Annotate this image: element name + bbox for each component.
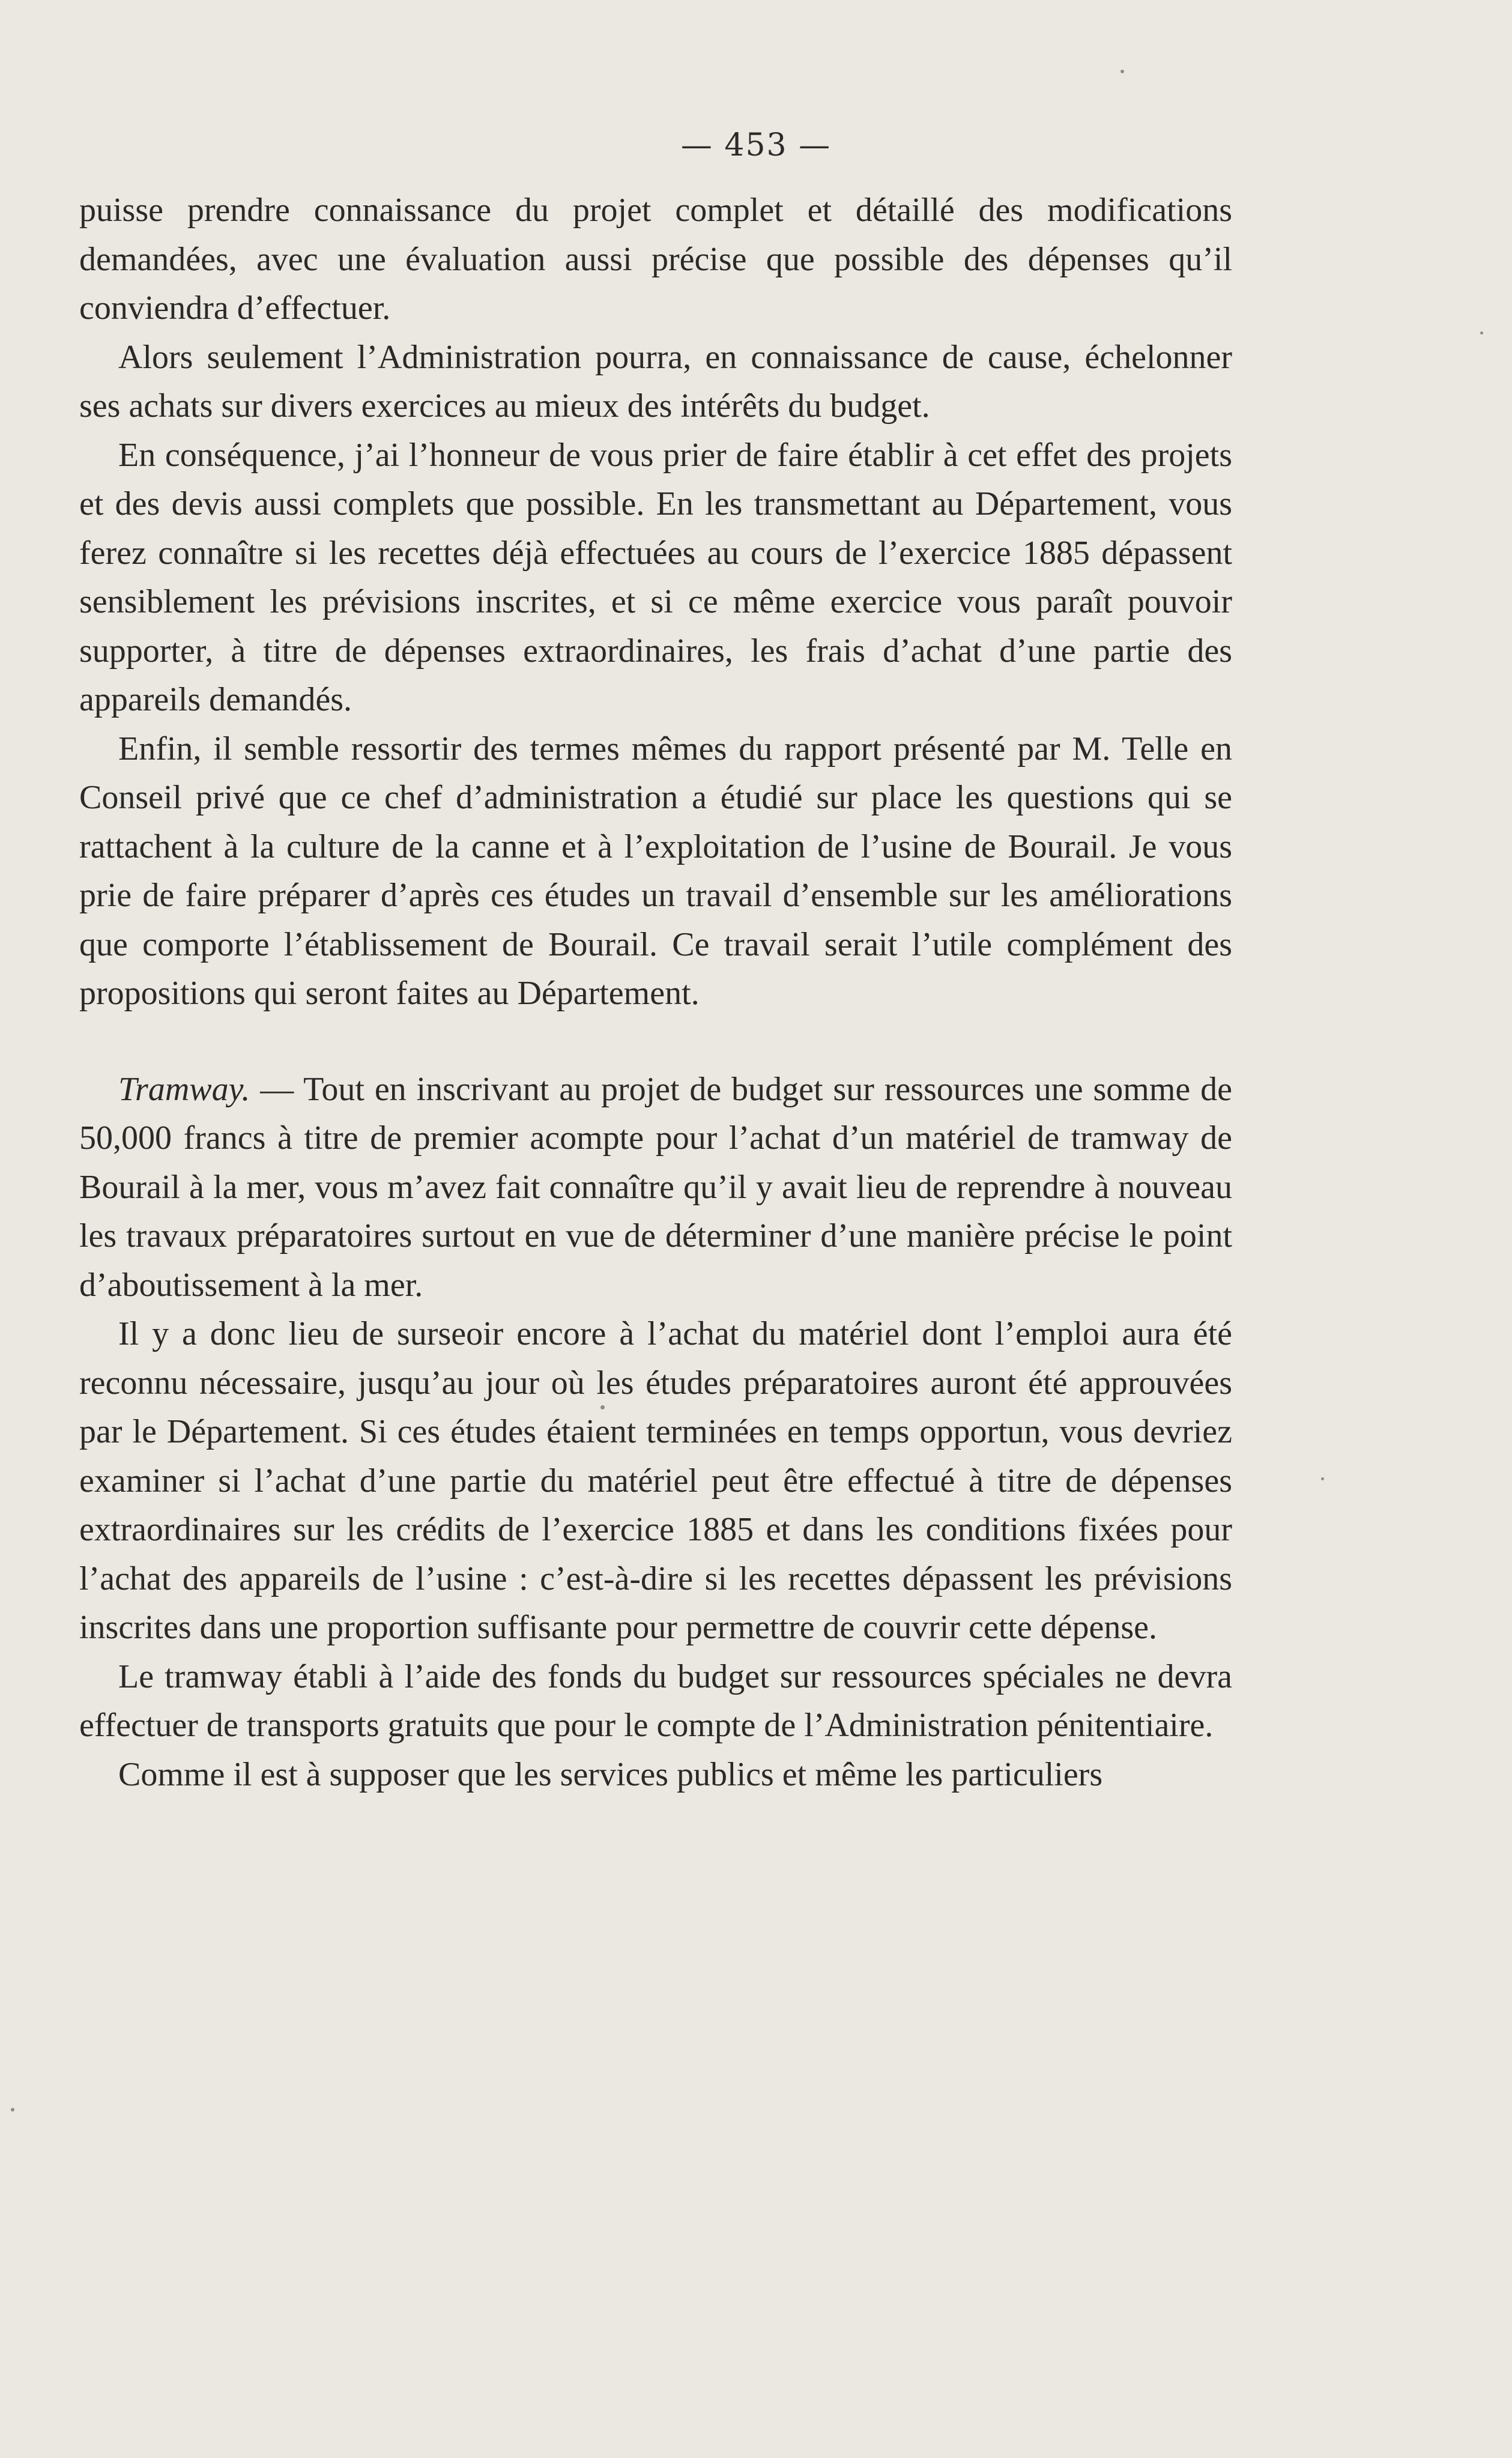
paragraph-bourail-study: Enfin, il semble ressortir des termes mêmes du rapport présenté par M. Telle en Conseil privé que ce chef d’administration a étudié sur place les questions qui se rattachent à la culture de la canne et à l’exploitation de l’usine de Bourail. Je vous prie de faire préparer d’après ces études un travail d’ensemble sur les améliorations que comporte l’établissement de Bourail. Ce travail serait l’utile complément des propositions qui seront faites au Département.	[79, 730, 1232, 1012]
paragraph-administration: Alors seulement l’Administration pourra, en connaissance de cause, échelonner ses achats sur divers exercices au mieux des intérêts du budget.	[79, 338, 1232, 425]
tramway-body: — Tout en inscrivant au projet de budget sur ressources une somme de 50,000 francs à titre de premier acompte pour l’achat d’un matériel de tramway de Bourail à la mer, vous m’avez fait connaître qu’il y avait lieu de reprendre à nouveau les travaux préparatoires surtout en vue de déterminer d’une manière précise le point d’aboutissement à la mer.	[79, 1070, 1232, 1304]
paper-speck	[1120, 70, 1124, 73]
paper-speck	[11, 2108, 14, 2111]
paragraph-services-publics: Comme il est à supposer que les services publics et même les particuliers	[118, 1755, 1103, 1793]
paper-speck	[600, 1405, 605, 1409]
paragraph-tramway-transport: Le tramway établi à l’aide des fonds du budget sur ressources spéciales ne devra effectuer de transports gratuits que pour le compte de l’Administration pénitentiaire.	[79, 1657, 1232, 1744]
tramway-heading: Tramway.	[118, 1070, 250, 1108]
body-text	[79, 186, 1232, 1799]
page-number: — 453 —	[680, 127, 832, 163]
paragraph-continuation: puisse prendre connaissance du projet complet et détaillé des modifications demandées, avec une évaluation aussi précise que possible des dépenses qu’il conviendra d’effectuer.	[79, 192, 1232, 327]
section-spacer	[79, 1019, 1232, 1065]
paper-speck	[1480, 331, 1483, 334]
paragraph-surseoir: Il y a donc lieu de surseoir encore à l’achat du matériel dont l’emploi aura été reconnu nécessaire, jusqu’au jour où les études préparatoires auront été approuvées par le Département. Si ces études étaient terminées en temps opportun, vous devriez examiner si l’achat d’une partie du matériel peut être effectué à titre de dépenses extraordinaires sur les crédits de l’exercice 1885 et dans les conditions fixées pour l’achat des appareils de l’usine : c’est-à-dire si les recettes dépassent les prévisions inscrites dans une proportion suffisante pour permettre de couvrir cette dépense.	[79, 1315, 1232, 1646]
paragraph-tramway	[79, 1065, 1232, 1310]
paragraph-consequence: En conséquence, j’ai l’honneur de vous prier de faire établir à cet effet des projets et des devis aussi complets que possible. En les transmettant au Département, vous ferez connaître si les recettes déjà effectuées au cours de l’exercice 1885 dépassent sensiblement les prévisions inscrites, et si ce même exercice vous paraît pouvoir supporter, à titre de dépenses extraordinaires, les frais d’achat d’une partie des appareils demandés.	[79, 436, 1232, 718]
paper-speck	[1321, 1477, 1324, 1480]
